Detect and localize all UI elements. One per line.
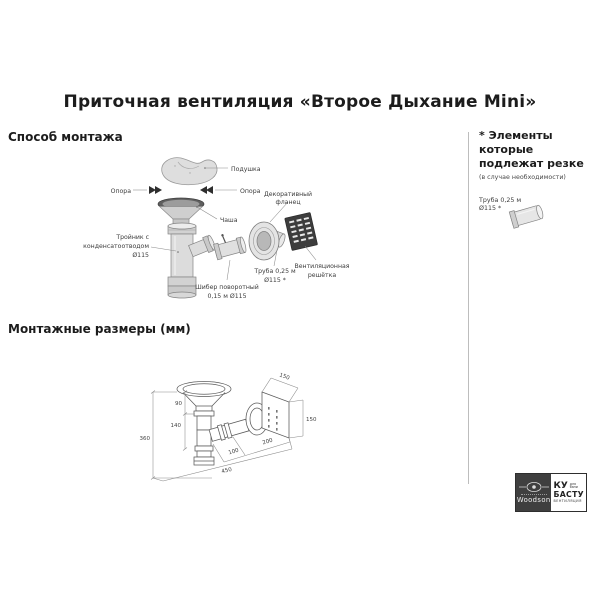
panel-divider xyxy=(468,132,469,484)
pipe-label-line2: Ø115 * xyxy=(264,277,286,284)
support-right-label: Опора xyxy=(240,188,261,195)
tee-label-line1: Тройник с xyxy=(116,234,149,241)
cut-note: (в случае необходимости) xyxy=(479,174,566,181)
dim-150-top: 150 xyxy=(278,372,291,382)
pillow-label: Подушка xyxy=(231,166,261,173)
woodson-label: Woodson xyxy=(516,496,551,504)
support-right-icon xyxy=(200,186,213,194)
gate-label-line2: 0,15 м Ø115 xyxy=(207,293,247,300)
support-left-icon xyxy=(149,186,162,194)
woodson-divider xyxy=(521,494,547,495)
bastu-small-line2: бани xyxy=(569,485,578,489)
bastu-label: БАСТУ xyxy=(553,489,584,499)
dim-150-right: 150 xyxy=(306,417,317,423)
bowl-label: Чаша xyxy=(220,217,238,224)
tee-label-line2: конденсатоотводом xyxy=(83,243,149,250)
pillow-graphic xyxy=(162,158,217,185)
gate-label-line1: Шибер поворотный xyxy=(195,284,259,291)
cut-heading-line1: * Элементы которые xyxy=(479,129,553,156)
grille-label-line2: решётка xyxy=(307,272,337,279)
pipe-label-line1: Труба 0,25 м xyxy=(254,268,296,275)
dim-140: 140 xyxy=(170,423,181,429)
bastu-logo xyxy=(551,474,586,511)
dimensions-section-heading: Монтажные размеры (мм) xyxy=(8,322,191,336)
grille-label-line1: Вентиляционная xyxy=(294,263,350,270)
dim-100: 100 xyxy=(227,447,240,457)
bastu-ku-label: КУ xyxy=(553,480,568,491)
grille-graphic xyxy=(285,212,318,250)
flange-label-line1: Декоративный xyxy=(263,191,313,198)
dimensions-drawing xyxy=(135,352,327,500)
support-left-label: Опора xyxy=(110,188,131,195)
dim-450: 450 xyxy=(220,466,233,476)
dim-90: 90 xyxy=(175,401,182,407)
flange-label-line2: фланец xyxy=(275,199,301,206)
brand-badge xyxy=(515,473,587,512)
gate-valve-graphic xyxy=(212,229,248,260)
method-section-heading: Способ монтажа xyxy=(8,130,123,144)
cut-pipe-label-line2: Ø115 * xyxy=(479,205,502,212)
bastu-small-line1: для xyxy=(569,481,576,486)
dim-360: 360 xyxy=(139,436,150,442)
tee-label-line3: Ø115 xyxy=(132,252,149,259)
cut-pipe-icon xyxy=(500,200,552,234)
woodson-emblem-icon xyxy=(518,481,550,493)
cut-pipe-label-line1: Труба 0,25 м xyxy=(479,197,522,204)
bastu-vent-label: ВЕНТИЛЯЦИЯ xyxy=(553,499,582,504)
flange-pipe-graphic xyxy=(249,222,286,260)
woodson-logo xyxy=(516,474,551,511)
page-title: Приточная вентиляция «Второе Дыхание Mini» xyxy=(63,92,537,112)
dim-200: 200 xyxy=(261,437,274,447)
cut-heading-line2: подлежат резке xyxy=(479,157,584,170)
exploded-diagram xyxy=(60,145,360,310)
